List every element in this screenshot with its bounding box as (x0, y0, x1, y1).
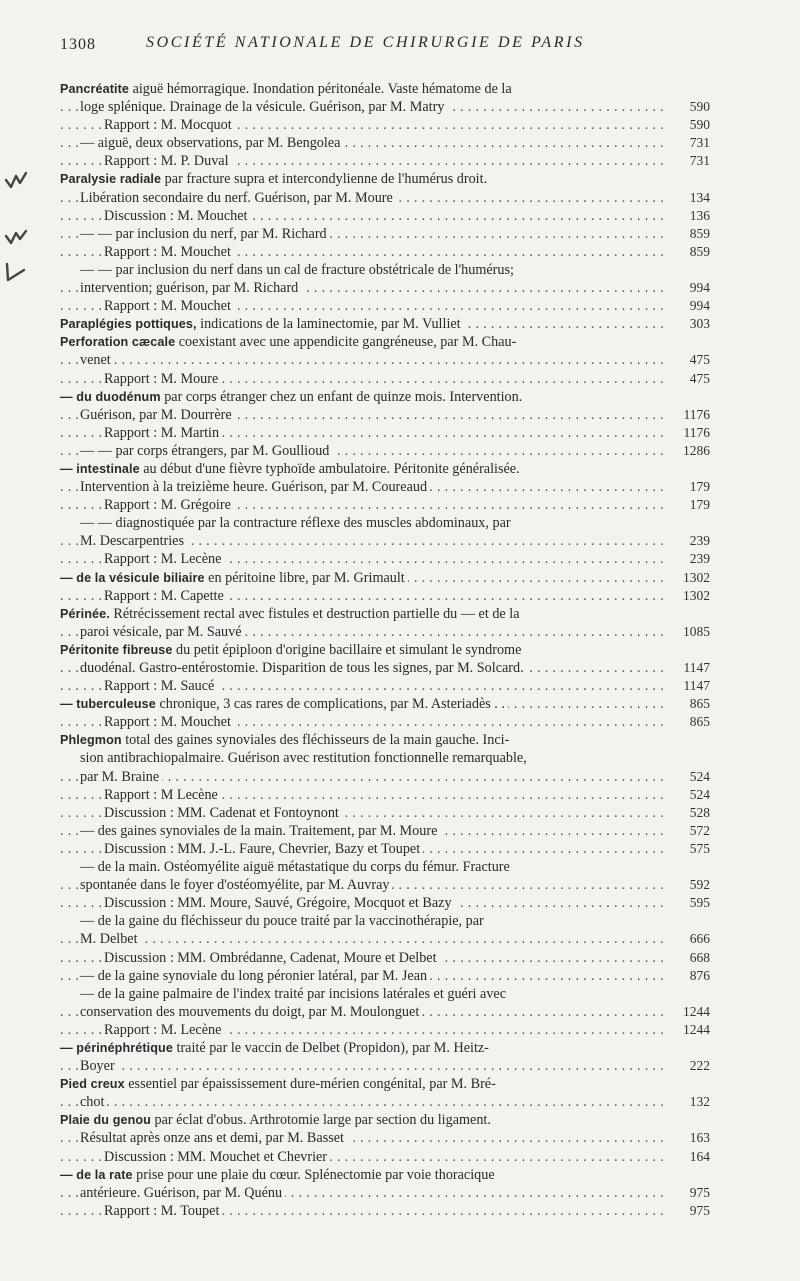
entry-text (60, 81, 512, 97)
index-line (60, 786, 710, 804)
index-line (60, 1021, 710, 1039)
entry-body: Guérison, par M. Dourrère (80, 406, 232, 423)
index-line (60, 189, 710, 207)
entry-text (104, 895, 455, 911)
page-reference: 592 (687, 876, 710, 894)
index-line (60, 225, 710, 243)
index-line (60, 351, 710, 369)
index-line (60, 170, 710, 188)
entry-text (80, 624, 245, 640)
entry-text (104, 1203, 222, 1219)
index-line (60, 80, 710, 98)
index-line (60, 496, 710, 514)
entry-text (80, 99, 447, 115)
entry-body: Rapport : M. Mouchet (104, 243, 231, 260)
index-line (60, 1057, 710, 1075)
entry-body: en péritoine libre, par M. Grimault (204, 569, 405, 586)
entry-body: par fracture supra et intercondylienne de l'humérus droit. (161, 171, 488, 188)
entry-body: au début d'une fièvre typhoïde ambulatoire. Péritonite généralisée. (139, 460, 520, 477)
entry-body: M. Delbet (80, 931, 138, 948)
index-line (60, 207, 710, 225)
index-line (60, 279, 710, 297)
index-line (60, 478, 710, 496)
page-reference: 164 (687, 1148, 710, 1166)
page-reference: 994 (687, 279, 710, 297)
entry-text (80, 931, 141, 947)
page-reference: 239 (687, 550, 710, 568)
entry-body: — — par inclusion du nerf dans un cal de fracture obstétricale de l'humérus; (80, 261, 514, 278)
entry-body: — — diagnostiquée par la contracture réflexe des muscles abdominaux, par (80, 515, 511, 532)
entry-body: essentiel par épaississement dure-mérien congénital, par M. Bré- (124, 1076, 496, 1093)
page-reference: 668 (687, 949, 710, 967)
entry-text (60, 389, 522, 405)
entry-body: Intervention à la treizième heure. Guérison, par M. Coureaud (80, 479, 428, 496)
entry-text (80, 262, 514, 278)
index-line (60, 532, 710, 550)
page-reference: 475 (687, 370, 710, 388)
entry-heading: — intestinale (60, 461, 140, 476)
entry-body: Rapport : M Lecène (104, 786, 218, 803)
entry-text (104, 371, 221, 387)
page-reference: 1286 (680, 442, 710, 460)
entry-heading: — périnéphrétique (60, 1040, 173, 1055)
entry-text (104, 1022, 224, 1038)
page-reference: 136 (687, 207, 710, 225)
entry-body: coexistant avec une appendicite gangréneuse, par M. Chau- (175, 334, 517, 351)
entry-text (80, 859, 510, 875)
index-line (60, 261, 710, 279)
index-line (60, 930, 710, 948)
entry-body: chronique, 3 cas rares de complications, par M. Asteriadès . . (155, 696, 505, 713)
entry-heading: — tuberculeuse (60, 697, 156, 712)
entry-body: loge splénique. Drainage de la vésicule. Guérison, par M. Matry (80, 99, 445, 116)
entry-heading: Paralysie radiale (60, 172, 162, 187)
entry-body: Discussion : MM. Moure, Sauvé, Grégoire, Mocquot et Bazy (104, 895, 452, 912)
entry-body: par corps étranger chez un enfant de quinze mois. Intervention. (160, 388, 523, 405)
entry-body: chot (80, 1094, 105, 1111)
entry-body: venet (80, 352, 111, 369)
index-line (60, 641, 710, 659)
index-line (60, 243, 710, 261)
page-reference: 731 (687, 152, 710, 170)
entry-text (80, 1185, 285, 1201)
entry-body: Discussion : MM. J.-L. Faure, Chevrier, Bazy et Toupet (104, 840, 421, 857)
index-line (60, 695, 710, 713)
entry-text (60, 1112, 491, 1128)
entry-body: intervention; guérison, par M. Richard (80, 280, 299, 297)
index-line (60, 1148, 710, 1166)
page-reference: 975 (687, 1184, 710, 1202)
page-reference: 1085 (680, 623, 710, 641)
index-line (60, 659, 710, 677)
entry-body: Rapport : M. Capette (104, 587, 224, 604)
index-line (60, 749, 710, 767)
entry-text (104, 208, 250, 224)
index-line (60, 876, 710, 894)
entry-body: Rapport : M. P. Duval (104, 153, 229, 170)
entry-body: prise pour une plaie du cœur. Splénectomie par voie thoracique (132, 1166, 495, 1183)
page-reference: 859 (687, 243, 710, 261)
entry-body: par éclat d'obus. Arthrotomie large par section du ligament. (150, 1112, 491, 1129)
entry-text (60, 606, 520, 622)
index-line (60, 152, 710, 170)
entry-body: traité par le vaccin de Delbet (Propidon), par M. Heitz- (172, 1039, 489, 1056)
index-line (60, 1003, 710, 1021)
entry-text (80, 823, 440, 839)
page-reference: 1147 (681, 659, 711, 677)
entry-body: Libération secondaire du nerf. Guérison, par M. Moure (80, 189, 393, 206)
entry-text (104, 588, 227, 604)
index-line (60, 731, 710, 749)
margin-annotations (0, 0, 60, 1281)
entry-body: Rapport : M. Mouchet (104, 714, 231, 731)
entry-body: — de la gaine du fléchisseur du pouce traité par la vaccinothérapie, par (80, 913, 484, 930)
entry-heading: Pied creux (60, 1077, 125, 1092)
index-line (60, 134, 710, 152)
running-header (60, 34, 720, 58)
entry-body: Rétrécissement rectal avec fistules et destruction partielle du — et de la (109, 605, 520, 622)
entry-text (80, 660, 527, 676)
index-line (60, 587, 710, 605)
entry-heading: Phlegmon (60, 733, 122, 748)
page-reference: 239 (687, 532, 710, 550)
entry-text (80, 226, 330, 242)
page-reference: 876 (687, 967, 710, 985)
entry-text (80, 533, 187, 549)
index-line (60, 713, 710, 731)
page-reference: 575 (687, 840, 710, 858)
entry-heading: Périnée. (60, 606, 110, 621)
page-reference: 179 (687, 496, 710, 514)
page-reference: 524 (687, 786, 710, 804)
entry-text (80, 986, 506, 1002)
entry-text (80, 135, 343, 151)
index-line (60, 98, 710, 116)
index-line (60, 514, 710, 532)
entry-body: — des gaines synoviales de la main. Traitement, par M. Moure (80, 822, 438, 839)
index-line (60, 677, 710, 695)
index-line (60, 569, 710, 587)
page-reference: 134 (687, 189, 710, 207)
entry-body: M. Descarpentries (80, 533, 185, 550)
page-reference: 572 (687, 822, 710, 840)
entry-body: — aiguë, deux observations, par M. Bengolea (80, 135, 341, 152)
pencil-check-mark-icon (4, 228, 28, 246)
page-reference: 994 (687, 297, 710, 315)
entry-text (60, 1167, 495, 1183)
entry-text (60, 334, 516, 350)
entry-body: Rapport : M. Mocquot (104, 117, 232, 134)
page-reference: 475 (687, 351, 710, 369)
index-line (60, 985, 710, 1003)
page-reference: 179 (687, 478, 710, 496)
index-line (60, 623, 710, 641)
entry-text (60, 570, 408, 586)
entry-text (104, 551, 224, 567)
index-line (60, 840, 710, 858)
entry-text (80, 1058, 118, 1074)
entry-text (80, 407, 235, 423)
entry-body: Résultat après onze ans et demi, par M. Basset (80, 1130, 344, 1147)
entry-body: — de la main. Ostéomyélite aiguë métastatique du corps du fémur. Fracture (80, 859, 510, 876)
page-reference: 595 (687, 894, 710, 912)
index-line (60, 1075, 710, 1093)
index-line (60, 1129, 710, 1147)
entry-body: Rapport : M. Martin (104, 424, 220, 441)
entry-body: aiguë hémorragique. Inondation péritonéale. Vaste hématome de la (129, 81, 512, 97)
entry-text (80, 190, 396, 206)
page-reference: 1176 (681, 406, 711, 424)
index-line (60, 333, 710, 351)
entry-heading: Paraplégies pottiques, (60, 317, 197, 332)
entry-text (80, 352, 114, 368)
page-reference: 1302 (680, 569, 710, 587)
page-reference: 163 (687, 1129, 710, 1147)
entry-text (80, 443, 332, 459)
entry-heading: — de la rate (60, 1167, 133, 1182)
page-reference: 222 (687, 1057, 710, 1075)
entry-body: Discussion : M. Mouchet (104, 207, 248, 224)
entry-text (60, 316, 464, 332)
entry-body: antérieure. Guérison, par M. Quénu (80, 1184, 283, 1201)
index-line (60, 460, 710, 478)
entry-text (60, 461, 520, 477)
index-line (60, 822, 710, 840)
page-reference: 1302 (680, 587, 710, 605)
entry-body: Rapport : M. Moure (104, 370, 219, 387)
entry-text (60, 732, 509, 748)
entry-text (80, 913, 484, 929)
page-reference: 731 (687, 134, 710, 152)
entry-heading: — de la vésicule biliaire (60, 570, 205, 585)
page-reference: 1176 (681, 424, 711, 442)
index-line (60, 949, 710, 967)
entry-text (104, 153, 232, 169)
page-reference: 1147 (681, 677, 711, 695)
entry-text (80, 479, 430, 495)
entry-body: Rapport : M. Grégoire (104, 497, 231, 514)
entry-text (104, 787, 221, 803)
entry-text (104, 298, 234, 314)
page-reference: 590 (687, 98, 710, 116)
page-reference: 865 (687, 695, 710, 713)
entry-body: par M. Braine (80, 768, 160, 785)
entry-body: — de la gaine synoviale du long péronier latéral, par M. Jean (80, 967, 428, 984)
entry-text (104, 244, 234, 260)
entry-text (104, 117, 235, 133)
entry-text (80, 515, 511, 531)
index-line (60, 1184, 710, 1202)
page-reference: 865 (687, 713, 710, 731)
entry-text (60, 1076, 496, 1092)
entry-text (104, 714, 234, 730)
page-reference: 524 (687, 768, 710, 786)
entry-heading: Plaie du genou (60, 1113, 151, 1128)
page-reference: 666 (687, 930, 710, 948)
page-reference: 859 (687, 225, 710, 243)
index-line (60, 315, 710, 333)
entry-body: Rapport : M. Toupet (104, 1202, 220, 1219)
entry-text (104, 841, 423, 857)
entry-body: duodénal. Gastro-entérostomie. Disparition de tous les signes, par M. Solcard. (80, 660, 524, 676)
entry-heading: Perforation cæcale (60, 335, 176, 350)
entry-body: indications de la laminectomie, par M. Vulliet (196, 316, 461, 333)
entry-text (104, 950, 440, 966)
index-line (60, 894, 710, 912)
index-line (60, 1202, 710, 1220)
pencil-check-mark-icon (4, 170, 28, 190)
entry-body: — — par inclusion du nerf, par M. Richard (80, 225, 327, 242)
index-line (60, 858, 710, 876)
page-reference: 1244 (680, 1021, 710, 1039)
page-reference: 590 (687, 116, 710, 134)
page-reference: 132 (687, 1093, 710, 1111)
entry-body: Rapport : M. Lecène (104, 1021, 222, 1038)
index-line (60, 1039, 710, 1057)
index-line (60, 297, 710, 315)
index-entries (60, 80, 710, 1220)
index-line (60, 388, 710, 406)
page-reference: 1244 (680, 1003, 710, 1021)
entry-body: — de la gaine palmaire de l'index traité par incisions latérales et guéri avec (80, 985, 507, 1002)
index-line (60, 116, 710, 134)
entry-body: Discussion : MM. Ombrédanne, Cadenat, Moure et Delbet (104, 949, 437, 966)
index-line (60, 1111, 710, 1129)
entry-text (80, 1130, 347, 1146)
entry-body: Rapport : M. Mouchet (104, 298, 231, 315)
entry-text (80, 877, 392, 893)
index-line (60, 550, 710, 568)
entry-body: sion antibrachiopalmaire. Guérison avec restitution fonctionnelle remarquable, (80, 750, 527, 767)
page-reference: 975 (687, 1202, 710, 1220)
entry-text (80, 769, 162, 785)
entry-body: Discussion : MM. Cadenat et Fontoynont (104, 804, 339, 821)
page-reference: 303 (687, 315, 710, 333)
entry-body: Discussion : MM. Mouchet et Chevrier (104, 1148, 328, 1165)
entry-heading: Pancréatite (60, 82, 130, 96)
entry-text (104, 425, 222, 441)
entry-text (104, 805, 342, 821)
entry-body: total des gaines synoviales des fléchisseurs de la main gauche. Inci- (121, 732, 510, 749)
index-line (60, 1166, 710, 1184)
entry-text (80, 750, 527, 766)
entry-body: Boyer (80, 1058, 115, 1075)
running-title: SOCIÉTÉ NATIONALE DE CHIRURGIE DE PARIS (146, 34, 585, 51)
entry-heading: — du duodénum (60, 389, 161, 404)
index-line (60, 1093, 710, 1111)
entry-text (60, 696, 508, 712)
entry-text (104, 1149, 330, 1165)
entry-body: paroi vésicale, par M. Sauvé (80, 623, 242, 640)
index-line (60, 804, 710, 822)
index-line (60, 424, 710, 442)
entry-text (104, 678, 217, 694)
page-number: 1308 (60, 36, 96, 53)
entry-body: spontanée dans le foyer d'ostéomyélite, par M. Auvray (80, 877, 390, 894)
entry-text (80, 280, 301, 296)
entry-text (60, 1040, 489, 1056)
entry-text (80, 968, 430, 984)
page-reference: 528 (687, 804, 710, 822)
index-line (60, 768, 710, 786)
entry-body: — — par corps étrangers, par M. Goullioud (80, 442, 330, 459)
entry-body: du petit épiploon d'origine bacillaire et simulant le syndrome (172, 641, 522, 658)
index-line (60, 406, 710, 424)
index-line (60, 967, 710, 985)
entry-text (60, 171, 487, 187)
entry-text (60, 642, 521, 658)
entry-text (80, 1094, 107, 1110)
entry-text (104, 497, 234, 513)
index-line (60, 912, 710, 930)
index-line (60, 605, 710, 623)
entry-text (80, 1004, 422, 1020)
pencil-check-mark-icon (4, 262, 26, 284)
entry-body: Rapport : M. Saucé (104, 678, 215, 695)
entry-body: Rapport : M. Lecène (104, 551, 222, 568)
entry-heading: Péritonite fibreuse (60, 642, 173, 657)
index-line (60, 370, 710, 388)
index-line (60, 442, 710, 460)
entry-body: conservation des mouvements du doigt, par M. Moulonguet (80, 1003, 420, 1020)
